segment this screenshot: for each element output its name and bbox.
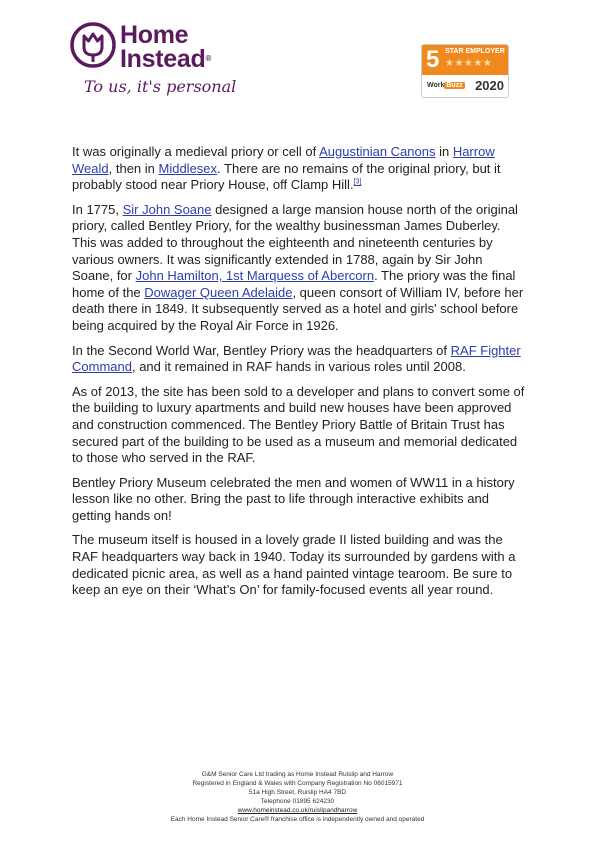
paragraph-text: It was originally a medieval priory or cell of	[72, 144, 320, 159]
paragraph-text: in	[435, 144, 453, 159]
paragraph-text: , then in	[108, 160, 159, 176]
footer-address: 51a High Street, Ruislip HA4 7BD	[248, 789, 347, 796]
badge-number: 5	[426, 46, 440, 73]
badge-label: STAR EMPLOYER	[445, 48, 505, 55]
footer-website-link[interactable]: www.homeinstead.co.uk/ruislipandharrow	[237, 807, 358, 814]
footer-telephone: Telephone 01895 624230	[260, 798, 335, 805]
paragraph	[72, 144, 527, 194]
badge-year: 2020	[475, 78, 504, 93]
star-employer-badge	[421, 44, 509, 98]
inline-link[interactable]: RAF Fighter Command	[72, 342, 521, 375]
logo-wordmark	[120, 23, 211, 71]
document-body	[72, 144, 527, 607]
paragraph-text: , queen consort of William IV, before her death there in 1849. It subsequently served as a hotel and girls' school before being acquired by the Royal Air Force in 1926.	[72, 284, 524, 333]
tulip-logo-icon	[70, 22, 116, 68]
paragraph	[72, 532, 527, 598]
badge-brand-work: Work	[427, 82, 445, 89]
paragraph-text: The museum itself is housed in a lovely grade II listed building and was the RAF headquarters way back in 1940. Today its surrounded by gardens with a dedicated picnic area, as well as a hand painted vintage tearoom. Be sure to keep an eye on their ‘What’s On’ for family-focused events all year round.	[72, 532, 516, 598]
star-rating-icon: ★★★★★	[445, 58, 493, 69]
paragraph	[72, 384, 527, 467]
paragraph	[72, 202, 527, 335]
paragraph-text: Bentley Priory Museum celebrated the men and women of WW11 in a history lesson like no other. Bring the past to life through interactive exhibits and getting hands on!	[72, 474, 515, 523]
footer-company: G&M Senior Care Ltd trading as Home Instead Ruislip and Harrow	[201, 771, 394, 778]
logo-line-2: Instead	[120, 45, 206, 73]
footer-registration: Registered in England & Wales with Company Registration No 06015971	[192, 780, 403, 787]
paragraph-text: designed a large mansion house north of the original priory, called Bentley Priory, for the wealthy businessman James Duberley. This was added to throughout the eighteenth and nineteenth centuries by various owners. It was significantly extended in 1788, again by Sir John Soane, for	[72, 201, 518, 284]
paragraph-text: In 1775,	[72, 201, 123, 217]
inline-link[interactable]: Middlesex	[158, 160, 218, 176]
home-instead-logo	[70, 22, 250, 102]
inline-link[interactable]: Dowager Queen Adelaide	[144, 284, 293, 300]
paragraph-text: . There are no remains of the original priory, but it probably stood near Priory House, off Clamp Hill.	[72, 160, 501, 193]
paragraph-text: , and it remained in RAF hands in various roles until 2008.	[131, 359, 466, 375]
citation-link[interactable]: [3]	[353, 178, 362, 186]
citation	[354, 179, 362, 186]
paragraph-text: In the Second World War, Bentley Priory was the headquarters of	[72, 342, 451, 358]
paragraph-text: As of 2013, the site has been sold to a developer and plans to convert some of the building to luxury apartments and build new houses have been approved and construction commenced. The Bentley Priory Battle of Britain Trust has secured part of the building to be used as a museum and memorial dedicated to those who served in the RAF.	[72, 383, 525, 466]
workbuzz-logo	[427, 82, 465, 89]
paragraph	[72, 475, 527, 525]
paragraph-text: . The priory was the final home of the	[72, 268, 516, 300]
inline-link[interactable]: Augustinian Canons	[319, 144, 436, 159]
logo-tagline: To us, it's personal	[84, 77, 237, 96]
footer-disclaimer: Each Home Instead Senior Care® franchise office is independently owned and operated	[170, 816, 425, 823]
inline-link[interactable]: John Hamilton, 1st Marquess of Abercorn	[135, 268, 375, 284]
footer	[0, 770, 595, 824]
inline-link[interactable]: Sir John Soane	[122, 201, 212, 217]
badge-brand-buzz: Buzz	[446, 82, 463, 89]
paragraph	[72, 343, 527, 376]
inline-link[interactable]: Harrow Weald	[72, 144, 495, 176]
logo-line-1: Home	[120, 21, 189, 49]
logo-registered-mark: ®	[205, 54, 212, 63]
